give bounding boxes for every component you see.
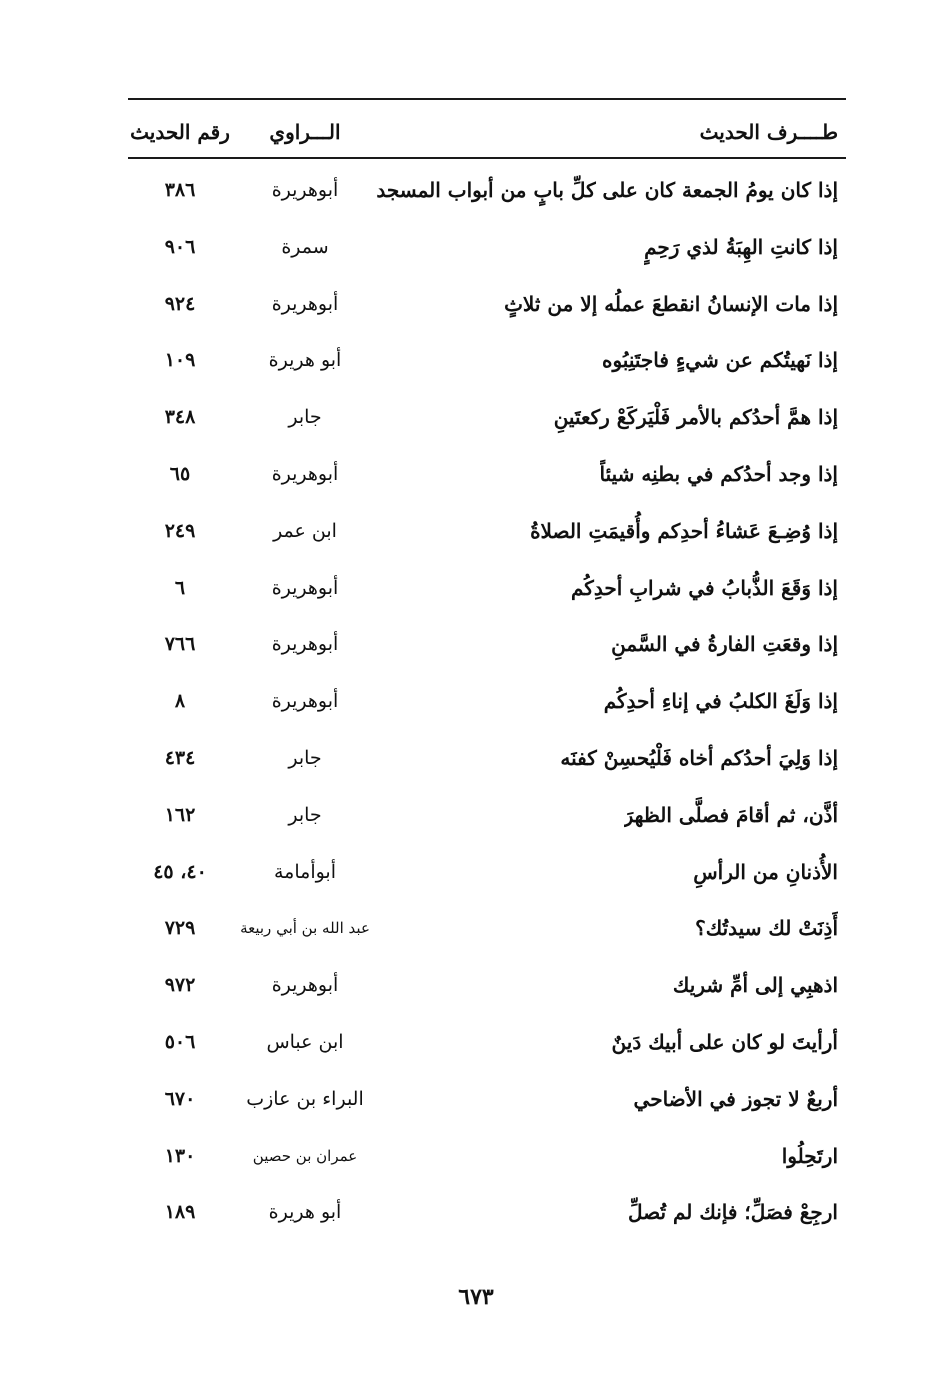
table-row [128,616,846,673]
hadith-text: إذا همَّ أحدُكم بالأمر فَلْيَركَعْ ركعتَينِ [553,405,838,430]
header-hadith: طــــرف الحديث [699,120,838,144]
table-row [128,560,846,617]
hadith-text: إذا وَلِيَ أحدُكم أخاه فَلْيُحسِنْ كفنَه [560,745,838,770]
hadith-text: إذا مات الإنسانُ انقطعَ عملُه إلا من ثلاثٍ [504,291,838,316]
narrator-name: ابن عمر [273,519,337,542]
table-row [128,957,846,1014]
narrator-name: أبو هريرة [268,349,342,372]
narrator-name: أبوهريرة [271,974,339,997]
hadith-number: ١٦٢ [164,803,196,826]
table-body [128,162,846,1241]
narrator-name: أبو هريرة [268,1201,342,1224]
hadith-text: إذا وَلَغَ الكلبُ في إناءِ أحدِكُم [603,689,838,714]
hadith-text: ارتَحِلُوا [781,1143,838,1168]
table-row [128,162,846,219]
header-narrator: الـــراوي [269,120,341,144]
hadith-number: ١٣٠ [164,1144,196,1167]
table-row [128,900,846,957]
narrator-name: أبوهريرة [271,179,339,201]
table-row [128,389,846,446]
table-row [128,1128,846,1185]
table-row [128,787,846,844]
hadith-number: ٧٦٦ [164,633,196,656]
page-number: ٦٧٣ [458,1284,494,1310]
hadith-number: ٥٠٦ [164,1030,196,1053]
header-number: رقم الحديث [130,120,230,144]
top-rule [128,98,846,100]
table-row [128,1184,846,1241]
narrator-name: جابر [288,746,322,769]
narrator-name: سمرة [281,235,329,258]
table-row [128,1014,846,1071]
table-row [128,844,846,901]
table-row [128,1071,846,1128]
table-row [128,332,846,389]
hadith-text: إذا وَقَعَ الذُّبابُ في شرابِ أحدِكُم [571,575,838,600]
hadith-number: ٦٥ [169,462,191,485]
header-rule [128,157,846,159]
narrator-name: أبوهريرة [271,576,339,599]
table-row [128,503,846,560]
hadith-text: أذَّن، ثم أقامَ فصلَّى الظهرَ [623,802,838,827]
hadith-number: ٨ [174,690,186,713]
hadith-text: أربعٌ لا تجوز في الأضاحي [633,1086,838,1111]
narrator-name: أبوأمامة [274,860,336,883]
hadith-number: ٣٤٨ [164,406,196,429]
hadith-number: ١٠٩ [164,349,196,372]
hadith-number: ٤٠، ٤٥ [153,860,207,883]
narrator-name: جابر [288,406,322,429]
table-row [128,276,846,333]
hadith-number: ٢٤٩ [164,519,196,542]
narrator-name: أبوهريرة [271,462,339,485]
table-header [128,112,846,152]
hadith-text: إذا نَهيتُكم عن شيءٍ فاجتَنِبُوه [601,348,838,373]
narrator-name: أبوهريرة [271,690,339,713]
hadith-text: أرأيتَ لو كان على أبيك دَينٌ [611,1029,838,1054]
hadith-number: ٩٢٤ [164,292,196,315]
hadith-number: ٦ [174,576,186,599]
narrator-name: عبد الله بن أبي ربيعة [240,919,370,938]
hadith-text: ارجِعْ فصَلِّ؛ فإنك لم تُصلِّ [627,1200,838,1225]
hadith-text: أَذِنَتْ لك سيدتُك؟ [695,916,838,941]
hadith-text: إذا وُضِـعَ عَشاءُ أحدِكم وأُقيمَتِ الصلاةُ [530,518,838,543]
narrator-name: جابر [288,803,322,826]
hadith-text: إذا كان يومُ الجمعة كان على كلِّ بابٍ من أبواب المسجد [376,178,838,202]
narrator-name: عمران بن حصين [252,1146,358,1165]
hadith-text: إذا وقعَتِ الفارةُ في السَّمنِ [611,632,838,657]
table-row [128,446,846,503]
hadith-text: إذا كانتِ الهِبَةُ لذي رَحِمٍ [644,234,838,259]
hadith-number: ٤٣٤ [164,746,196,769]
hadith-number: ٩٧٢ [164,974,196,997]
hadith-number: ٦٧٠ [164,1087,196,1110]
narrator-name: ابن عباس [266,1030,344,1053]
table-row [128,673,846,730]
hadith-text: الأُذنانِ من الرأسِ [693,859,838,884]
hadith-number: ١٨٩ [164,1201,196,1224]
hadith-number: ٧٢٩ [164,917,196,940]
hadith-number: ٩٠٦ [164,235,196,258]
table-row [128,219,846,276]
hadith-text: إذا وجد أحدُكم في بطنِه شيئاً [599,461,838,486]
narrator-name: أبوهريرة [271,292,339,315]
narrator-name: أبوهريرة [271,633,339,656]
table-row [128,730,846,787]
hadith-number: ٣٨٦ [164,179,196,201]
hadith-text: اذهبِي إلى أمِّ شريك [672,973,838,998]
narrator-name: البراء بن عازب [246,1087,364,1110]
